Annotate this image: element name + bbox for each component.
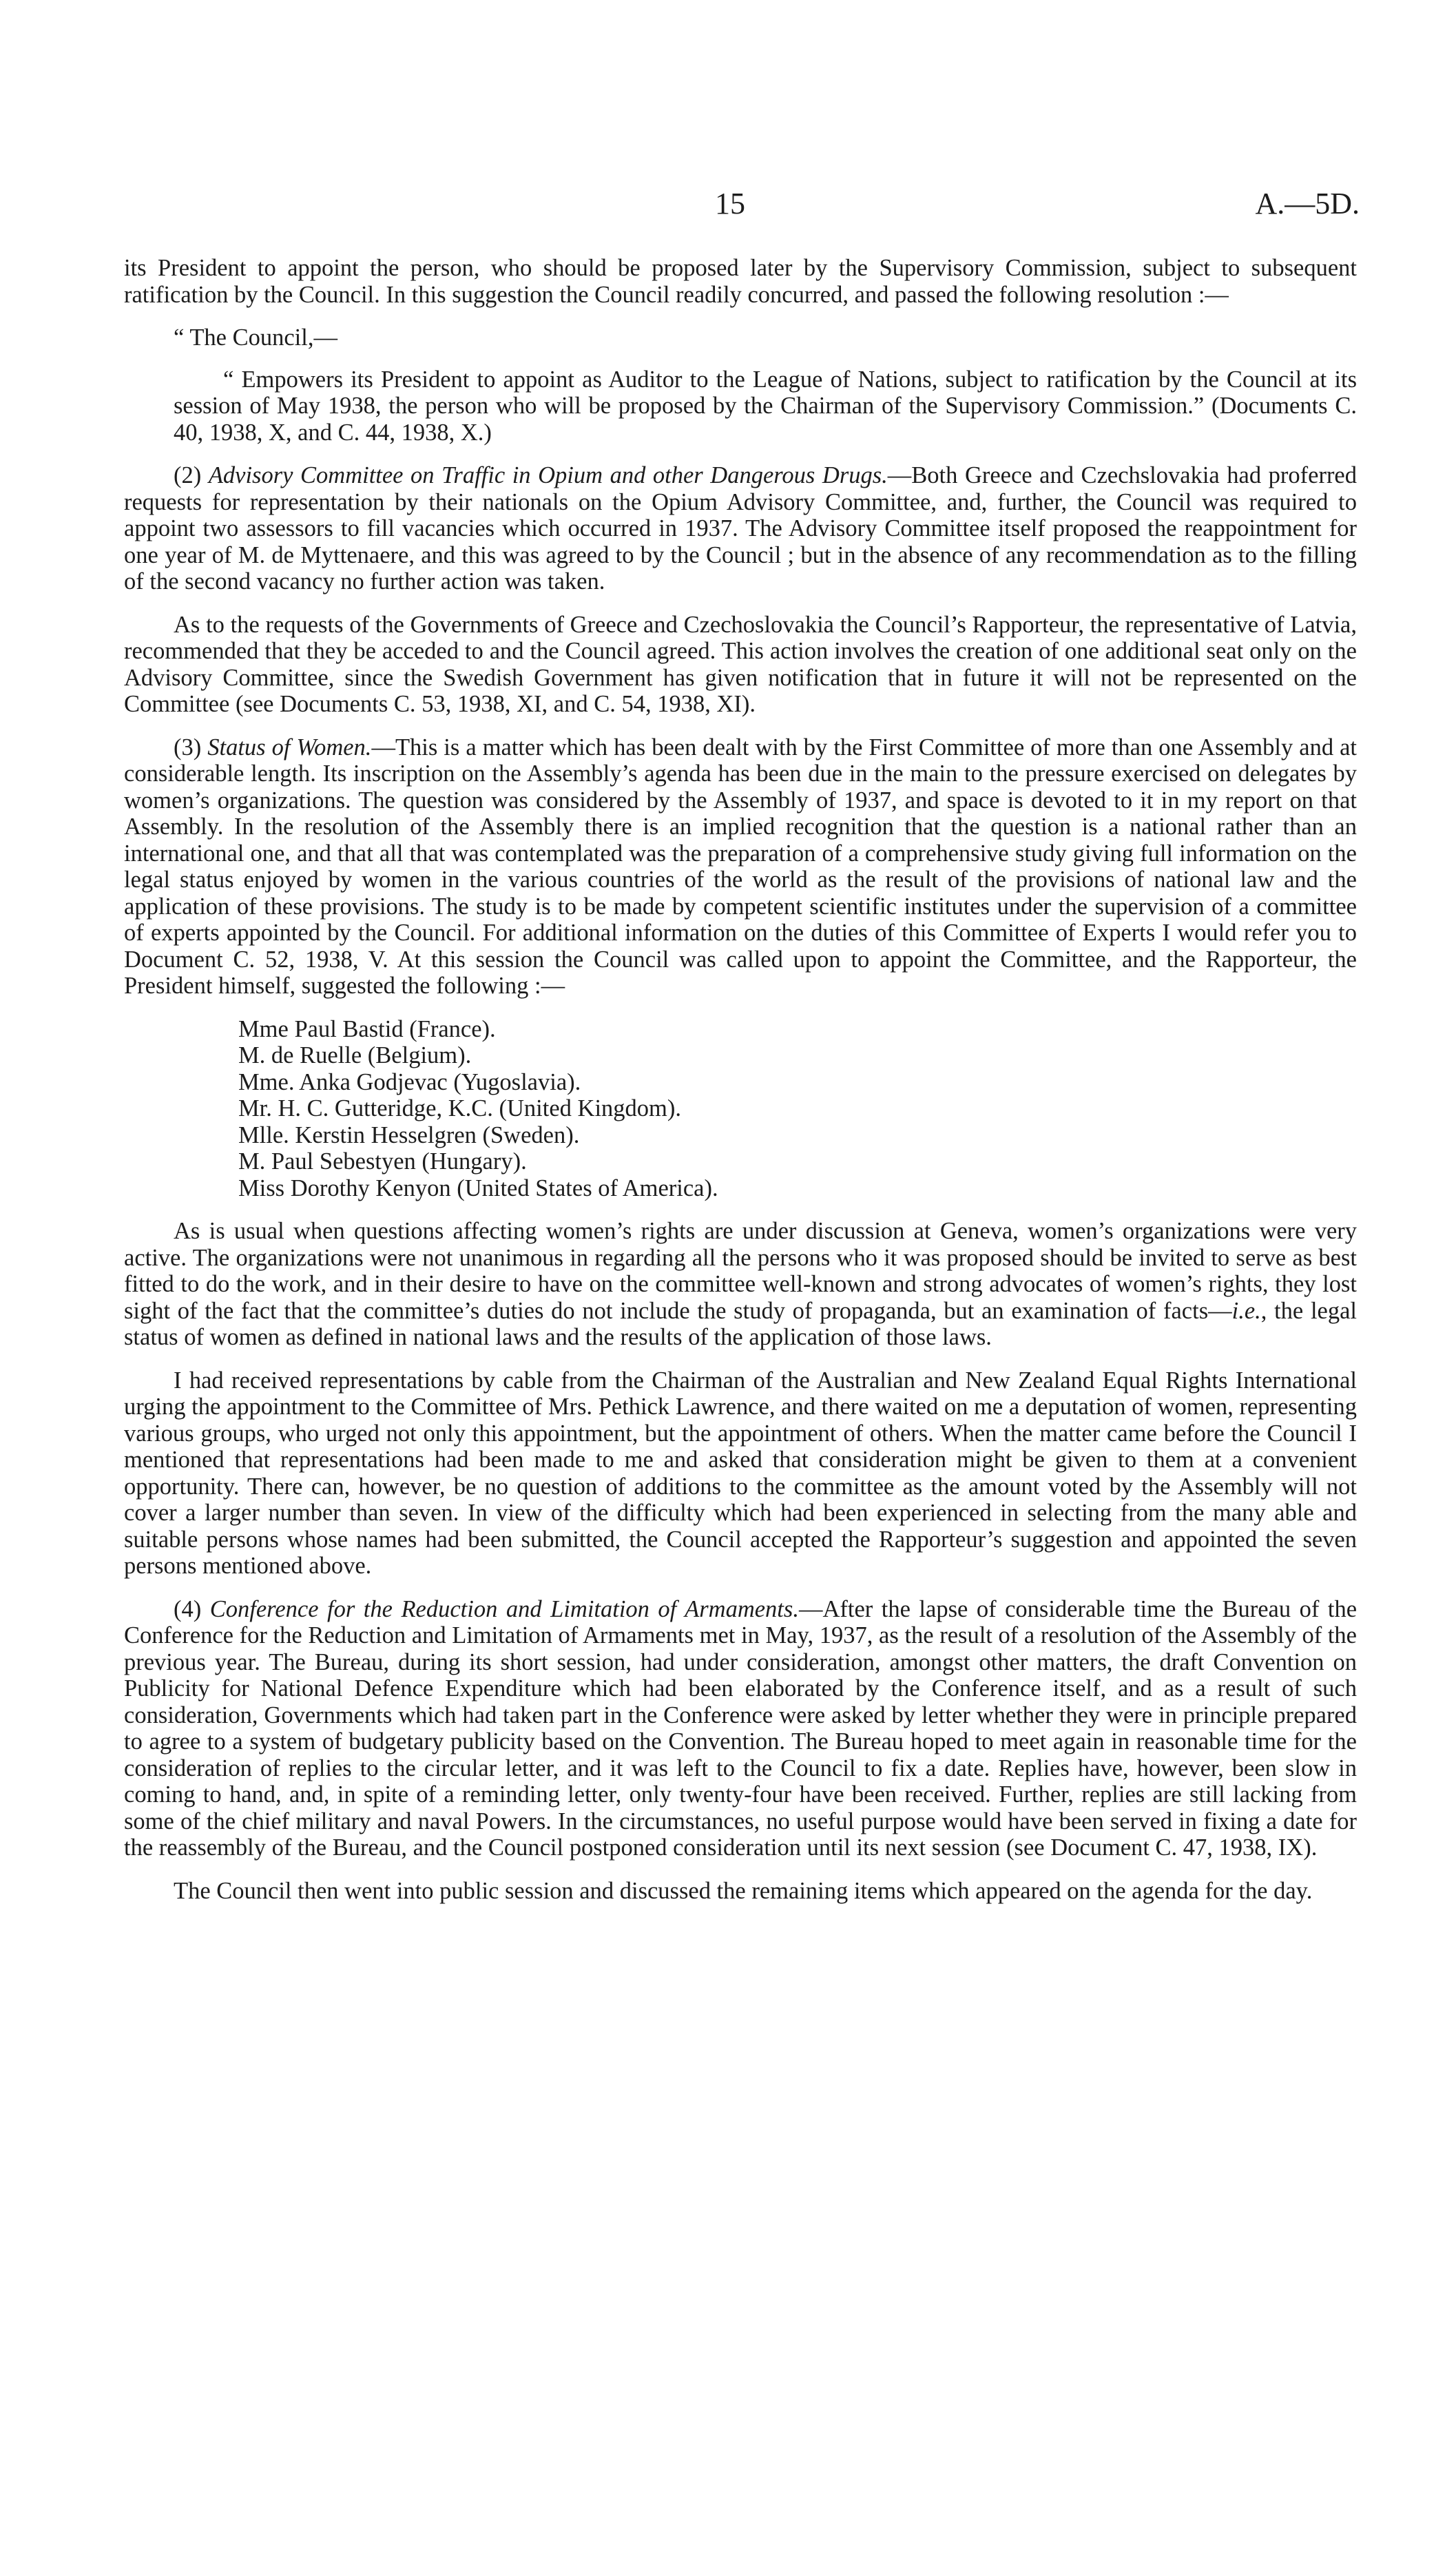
nominee-item: M. de Ruelle (Belgium). [238, 1042, 472, 1068]
section-title: Advisory Committee on Traffic in Opium and other Dangerous Drugs. [208, 462, 888, 488]
page-number: 15 [715, 187, 745, 220]
section-text: —This is a matter which has been dealt with by the First Committee of more than one Assembly and at considerable length. Its inscription on the Assembly’s agenda has been due in the main to the pressure exercised on delegates by women’s organizations. The question was considered by the Assembly of 1937, and space is devoted to it in my report on that Assembly. In the resolution of the Assembly there is an implied recognition that the question is a national rather than an international one, and that all that was contemplated was the preparation of a comprehensive study giving full information on the legal status enjoyed by women in the various countries of the world as the result of the provisions of national law and the application of these provisions. The study is to be made by competent scientific institutes under the supervision of a committee of experts appointed by the Council. For additional information on the duties of this Committee of Experts I would refer you to Document C. 52, 1938, V. At this session the Council was called upon to appoint the Committee, and the Rapporteur, the President himself, suggested the following :— [124, 734, 1357, 999]
nominee-item: Miss Dorothy Kenyon (United States of America). [238, 1175, 718, 1201]
section-title: Conference for the Reduction and Limitation of Armaments. [209, 1595, 799, 1622]
section-text: —After the lapse of considerable time the Bureau of the Conference for the Reduction and Limitation of Armaments met in May, 1937, as the result of a resolution of the Assembly of the previous year. The Bureau, during its short session, had under consideration, amongst other matters, the draft Convention on Publicity for National Defence Expenditure which had been elaborated by the Conference itself, and as a result of such consideration, Governments which had taken part in the Conference were asked by letter whether they were in principle prepared to agree to a system of budgetary publicity based on the Convention. The Bureau hoped to meet again in reasonable time for the consideration of replies to the circular letter, and it was left to the Council to fix a date. Replies have, however, been slow in coming to hand, and, in spite of a reminding letter, only twenty-four have been received. Further, replies are still lacking from some of the chief military and naval Powers. In the circumstances, no useful purpose would have been served in fixing a date for the reassembly of the Bureau, and the Council postponed consideration until its next session (see Document C. 47, 1938, IX). [124, 1595, 1358, 1861]
section-opium-committee [124, 462, 1357, 595]
section-number: (2) [174, 462, 202, 488]
nominee-item: Mme Paul Bastid (France). [238, 1015, 496, 1042]
paragraph-public-session: The Council then went into public session and discussed the remaining items which appeared on the agenda for the day. [174, 1877, 1313, 1904]
paragraph-womens-organizations [124, 1218, 1357, 1351]
nominee-list [124, 1016, 1357, 1202]
section-title: Status of Women. [207, 734, 372, 761]
resolution-lead: “ The Council,— [174, 324, 337, 351]
paragraph-greece-czechoslovakia: As to the requests of the Governments of Greece and Czechoslovakia the Council’s Rapporteur, the representative of Latvia, recommended that they be acceded to and the Council agreed. This action involves the creation of one additional seat only on the Advisory Committee, since the Swedish Government has given notification that in future it will not be represented on the Committee (see Documents C. 53, 1938, XI, and C. 54, 1938, XI). [124, 611, 1357, 717]
nominee-item: M. Paul Sebestyen (Hungary). [238, 1148, 527, 1175]
nominee-item: Mlle. Kerstin Hesselgren (Sweden). [238, 1121, 580, 1148]
paragraph-text: , the legal status of women as defined in national laws and the results of the application of those laws. [124, 1297, 1357, 1350]
abbreviation-ie: i.e. [1231, 1297, 1261, 1324]
document-reference: A.—5D. [1255, 187, 1360, 220]
section-text: —Both Greece and Czechslovakia had proferred requests for representation by their nationals on the Opium Advisory Committee, and, further, the Council was required to appoint two assessors to fill vacancies which occurred in 1937. The Advisory Committee itself proposed the reappointment for one year of M. de Myttenaere, and this was agreed to by the Council ; but in the absence of any recommendation as to the filling of the second vacancy no further action was taken. [124, 462, 1357, 594]
nominee-item: Mme. Anka Godjevac (Yugoslavia). [238, 1068, 581, 1095]
paragraph-cable-representations: I had received representations by cable from the Chairman of the Australian and New Zealand Equal Rights International urging the appointment to the Committee of Mrs. Pethick Lawrence, and there waited on me a deputation of women, representing various groups, who urged not only this appointment, but the appointment of others. When the matter came before the Council I mentioned that representations had been made to me and asked that consideration might be given to them at a convenient opportunity. There can, however, be no question of additions to the committee as the amount voted by the Assembly will not cover a larger number than seven. In view of the difficulty which had been experienced in selecting from the many able and suitable persons whose names had been submitted, the Council accepted the Rapporteur’s suggestion and appointed the seven persons mentioned above. [124, 1367, 1357, 1579]
section-number: (3) [174, 734, 202, 761]
nominee-item: Mr. H. C. Gutteridge, K.C. (United Kingdom). [238, 1095, 681, 1121]
paragraph-auditor-continuation: its President to appoint the person, who should be proposed later by the Supervisory Commission, subject to subsequent ratification by the Council. In this suggestion the Council readily concurred, and passed the following resolution :— [124, 255, 1357, 308]
section-status-of-women [124, 734, 1357, 1000]
section-number: (4) [174, 1595, 202, 1622]
document-body [124, 255, 1357, 1921]
resolution-quote: “ Empowers its President to appoint as Auditor to the League of Nations, subject to ratification by the Council at its session of May 1938, the person who will be proposed by the Chairman of the Supervisory Commission.” (Documents C. 40, 1938, X, and C. 44, 1938, X.) [174, 366, 1357, 446]
paragraph-text: As is usual when questions affecting women’s rights are under discussion at Geneva, women’s organizations were very active. The organizations were not unanimous in regarding all the persons who it was proposed should be invited to serve as best fitted to do the work, and in their desire to have on the committee well-known and strong advocates of women’s rights, they lost sight of the fact that the committee’s duties do not include the study of propaganda, but an examination of facts— [124, 1218, 1357, 1324]
section-armaments-conference [124, 1596, 1357, 1861]
